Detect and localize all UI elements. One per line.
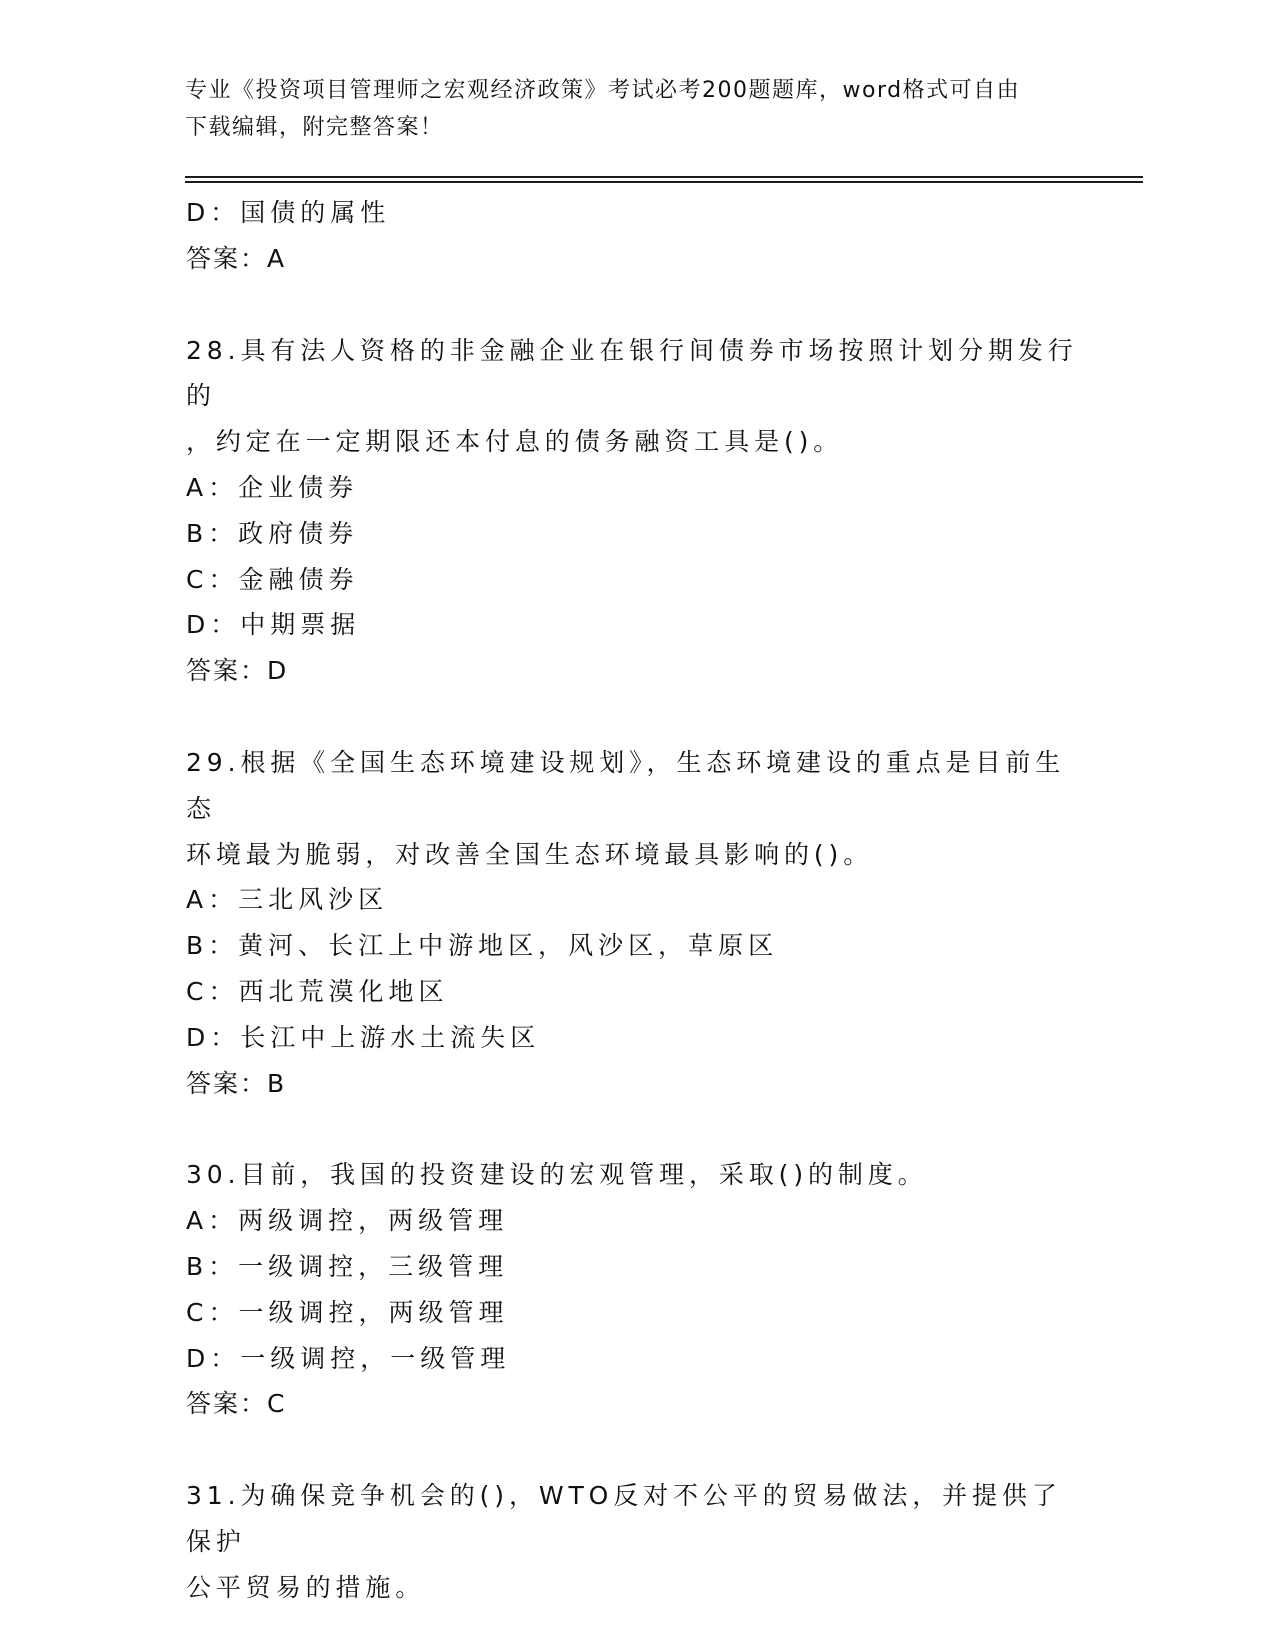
previous-question-tail: [186, 190, 1086, 282]
spacer: [186, 282, 1086, 328]
answer-line: 答案：D: [186, 656, 289, 686]
question-text-line: 环境最为脆弱，对改善全国生态环境最具影响的()。: [186, 839, 874, 869]
question-content: [186, 190, 1086, 1611]
header-line-2: 下载编辑，附完整答案！: [185, 115, 444, 140]
question-text-line: 28.具有法人资格的非金融企业在银行间债券市场按照计划分期发行的: [186, 335, 1078, 411]
question-28: [186, 328, 1086, 694]
document-header: [185, 72, 1075, 146]
option-d: D：国债的属性: [186, 198, 391, 227]
spacer: [186, 694, 1086, 740]
question-text-line: 公平贸易的措施。: [186, 1572, 426, 1602]
question-text-line: 30.目前，我国的投资建设的宏观管理，采取()的制度。: [186, 1160, 928, 1190]
spacer: [186, 1427, 1086, 1473]
question-text-line: ，约定在一定期限还本付息的债务融资工具是()。: [186, 427, 844, 457]
option-a: A：企业债券: [186, 472, 359, 502]
header-line-1: 专业《投资项目管理师之宏观经济政策》考试必考200题题库，word格式可自由: [185, 78, 1021, 103]
option-b: B：政府债券: [186, 518, 359, 548]
answer-line: 答案：A: [186, 243, 287, 273]
question-text-line: 29.根据《全国生态环境建设规划》，生态环境建设的重点是目前生态: [186, 747, 1066, 823]
option-c: C：一级调控，两级管理: [186, 1297, 509, 1327]
answer-line: 答案：B: [186, 1068, 287, 1098]
answer-line: 答案：C: [186, 1389, 287, 1419]
question-31: [186, 1473, 1086, 1610]
option-d: D：长江中上游水土流失区: [186, 1022, 541, 1052]
header-divider-bottom: [185, 181, 1143, 183]
option-b: B：黄河、长江上中游地区，风沙区，草原区: [186, 931, 779, 961]
option-a: A：三北风沙区: [186, 885, 389, 915]
question-29: [186, 740, 1086, 1106]
spacer: [186, 1106, 1086, 1152]
option-c: C：西北荒漠化地区: [186, 976, 449, 1006]
option-d: D：一级调控，一级管理: [186, 1343, 511, 1373]
option-c: C：金融债券: [186, 564, 359, 594]
option-d: D：中期票据: [186, 610, 361, 640]
question-30: [186, 1152, 1086, 1427]
question-text-line: 31.为确保竞争机会的()，WTO反对不公平的贸易做法，并提供了保护: [186, 1481, 1062, 1556]
option-b: B：一级调控，三级管理: [186, 1251, 509, 1281]
header-divider-top: [185, 176, 1143, 178]
option-a: A：两级调控，两级管理: [186, 1206, 509, 1236]
